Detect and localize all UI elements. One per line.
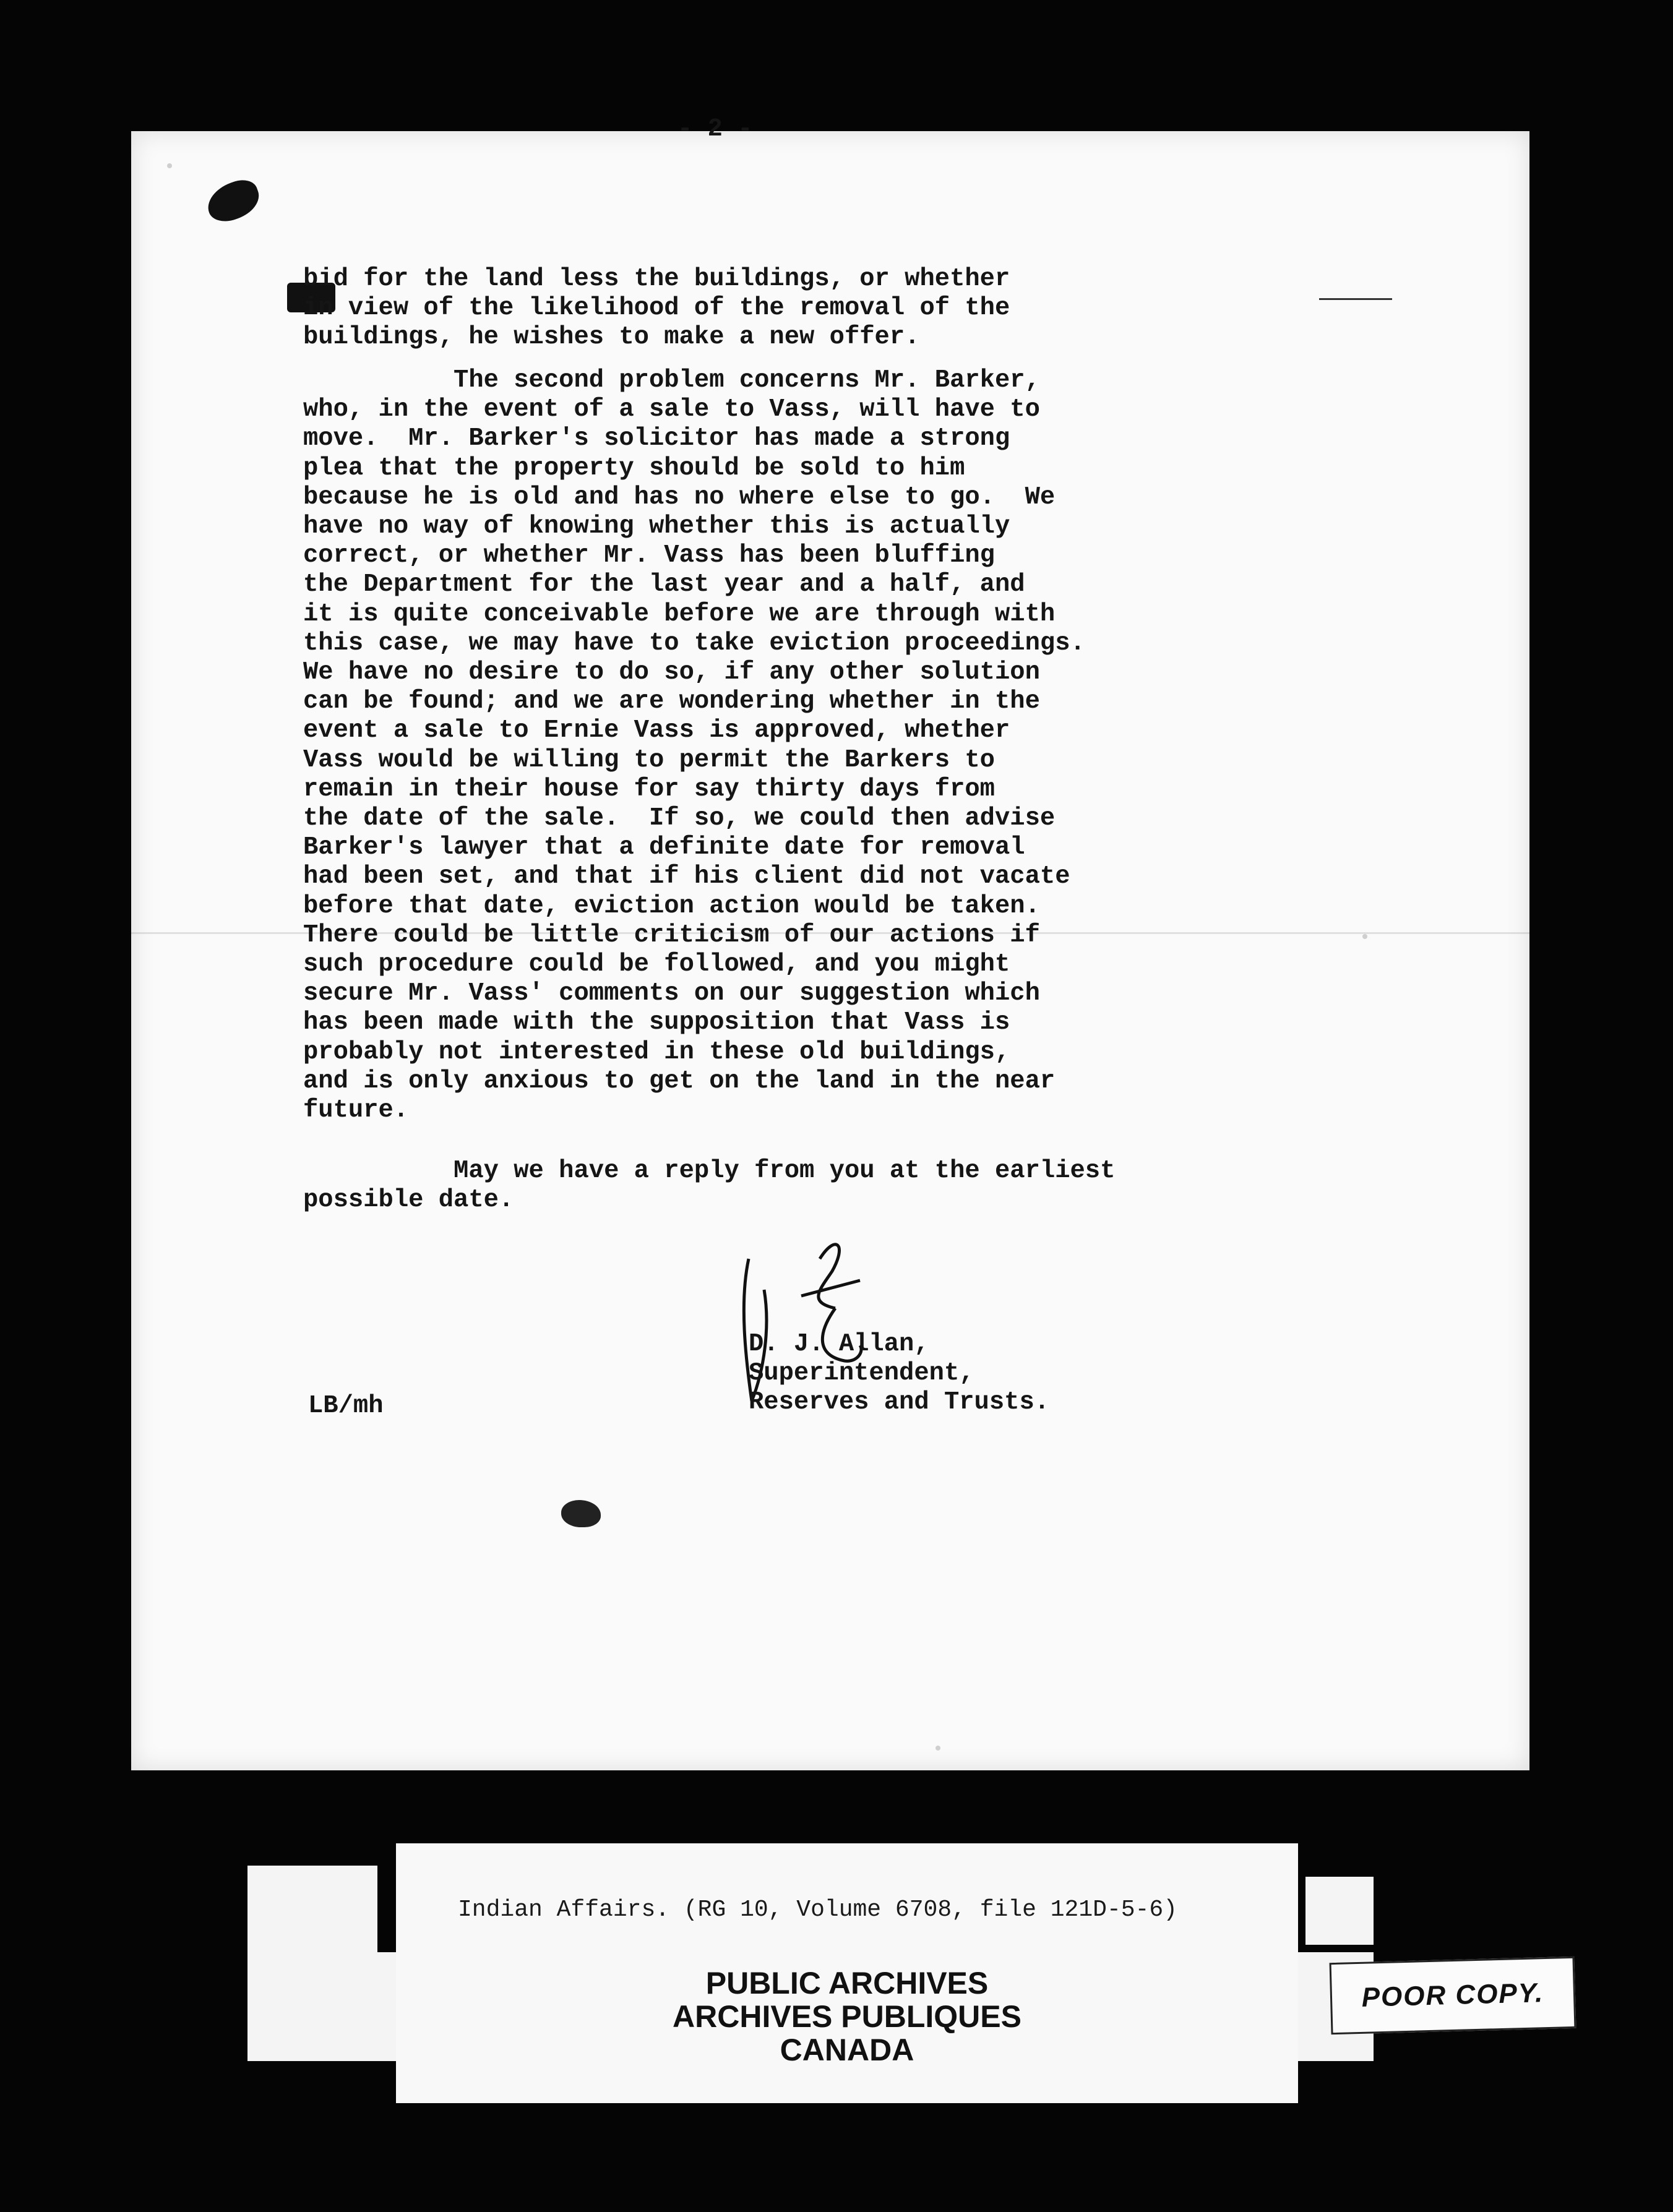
paragraph-2: The second problem concerns Mr. Barker, who, in the event of a sale to Vass, will have to move. Mr. Barker's solicitor has made a strong plea that the property should be sold to him because he is old and has no where else to go. We have no way of knowing whether this is actually correct, or whether Mr. Vass has been bluffing the Department for the last year and a half, and it is quite conceivable before we are through with this case, we may have to take eviction proceedings. We have no desire to do so, if any other solution can be found; and we are wondering whether in the event a sale to Ernie Vass is approved, whether Vass would be willing to permit the Barkers to remain in their house for say thirty days from the date of the sale. If so, we could then advise Barker's lawyer that a definite date for removal had been set, and that if his client did not vacate before that date, eviction action would be taken. There could be little criticism of our actions if such procedure could be followed, and you might secure Mr. Vass' comments on our suggestion which has been made with the supposition that Vass is probably not interested in these old buildings, and is only anxious to get on the land in the near future. — [303, 366, 1085, 1125]
archive-country: CANADA — [780, 2033, 914, 2067]
archive-label-tab-left — [247, 1866, 377, 1952]
paragraph-3: May we have a reply from you at the earliest possible date. — [303, 1157, 1116, 1215]
signature-block: D. J. Allan, Superintendent, Reserves and Trusts. — [749, 1330, 1050, 1417]
page-number: - 2 - — [677, 115, 753, 144]
archive-name-french: ARCHIVES PUBLIQUES — [673, 1999, 1021, 2034]
dust-speck — [167, 163, 172, 168]
typist-initials: LB/mh — [308, 1392, 384, 1420]
ink-blot — [202, 175, 265, 227]
margin-mark — [1319, 298, 1392, 300]
ink-blot — [561, 1500, 601, 1527]
dust-speck — [935, 1746, 940, 1751]
archive-label-tab-right — [1305, 1877, 1374, 1945]
poor-copy-note: POOR COPY. — [1330, 1957, 1576, 2034]
dust-speck — [1362, 934, 1367, 939]
archive-reference: Indian Affairs. (RG 10, Volume 6708, file 121D-5-6) — [458, 1897, 1177, 1923]
archive-name-english: PUBLIC ARCHIVES — [705, 1966, 989, 2000]
paragraph-1: bid for the land less the buildings, or whether in view of the likelihood of the removal of the buildings, he wishes to make a new offer. — [303, 265, 1010, 352]
